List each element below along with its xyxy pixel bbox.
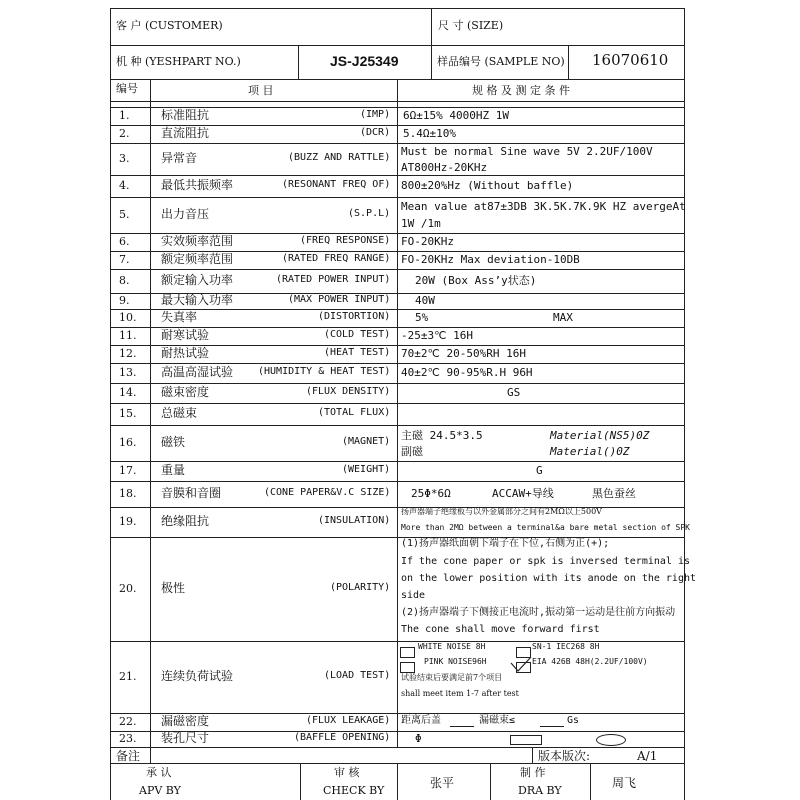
item-name-en: (BAFFLE OPENING) xyxy=(294,732,391,743)
rule xyxy=(490,763,491,800)
leakage-blank-1 xyxy=(450,726,474,727)
spec-value: AT800Hz-20KHz xyxy=(401,161,488,174)
rule xyxy=(431,8,432,79)
row-number: 22. xyxy=(119,715,137,728)
spec-value: If the cone paper or spk is inversed terminal is xyxy=(401,556,690,567)
spec-value: -25±3℃ 16H xyxy=(401,329,473,342)
spec-value: 70±2℃ 20-50%RH 16H xyxy=(401,347,526,360)
spec-value: G xyxy=(536,464,543,477)
item-name-en: (DISTORTION) xyxy=(318,311,391,322)
rule xyxy=(150,79,151,763)
item-name-en: (TOTAL FLUX) xyxy=(318,407,391,418)
rule xyxy=(568,45,569,79)
item-name-en: (WEIGHT) xyxy=(342,464,391,475)
apv-cn-label: 承 认 xyxy=(146,766,172,779)
rule xyxy=(110,269,685,270)
item-name-en: (IMP) xyxy=(360,109,391,120)
remark-label: 备注 xyxy=(116,749,141,763)
row-number: 9. xyxy=(119,294,130,307)
row-number: 14. xyxy=(119,386,137,399)
item-name-cn: 高温高湿试验 xyxy=(161,365,234,379)
item-name-en: (HUMIDITY & HEAT TEST) xyxy=(258,366,391,377)
spec-value: Material(NS5)0Z xyxy=(550,429,650,442)
baffle-oval-shape xyxy=(596,734,626,746)
spec-value: 黑色蚕丝 xyxy=(592,487,636,500)
rule xyxy=(110,461,685,462)
rule xyxy=(532,747,533,763)
spec-value: Must be normal Sine wave 5V 2.2UF/100V xyxy=(401,145,653,158)
size-label: 尺 寸 (SIZE) xyxy=(438,19,504,32)
item-name-en: (RATED POWER INPUT) xyxy=(276,274,391,285)
spec-value: 扬声器端子绝缘板与以外金属部分之间有2MΩ以上500V xyxy=(401,507,602,516)
dra-name: 周飞 xyxy=(612,776,637,790)
rule xyxy=(298,45,299,79)
item-name-en: (LOAD TEST) xyxy=(324,670,391,681)
apv-en-label: APV BY xyxy=(139,784,181,797)
spec-value: MAX xyxy=(553,311,573,324)
row-number: 23. xyxy=(119,732,137,745)
spec-value: 副磁 xyxy=(401,445,423,458)
rule xyxy=(110,481,685,482)
spec-value: Material()0Z xyxy=(550,445,630,458)
item-name-cn: 总磁束 xyxy=(161,406,198,420)
item-name-cn: 额定输入功率 xyxy=(161,273,234,287)
row-number: 11. xyxy=(119,329,137,342)
check-mark-icon xyxy=(509,655,533,673)
item-name-cn: 额定频率范围 xyxy=(161,252,234,266)
spec-value: (1)扬声器纸面朝下端子在下位,右侧为正(+); xyxy=(401,538,610,549)
spec-value: 40±2℃ 90-95%R.H 96H xyxy=(401,366,533,379)
spec-value: WHITE NOISE 8H xyxy=(418,642,486,651)
spec-value: Mean value at87±3DB 3K.5K.7K.9K HZ avergeAt xyxy=(401,200,686,213)
row-number: 10. xyxy=(119,311,137,324)
item-name-en: (RESONANT FREQ OF) xyxy=(282,179,391,190)
item-name-cn: 耐寒试验 xyxy=(161,328,210,342)
item-name-cn: 音膜和音圈 xyxy=(161,486,222,500)
item-name-en: (S.P.L) xyxy=(348,208,391,219)
item-name-cn: 最低共振频率 xyxy=(161,178,234,192)
spec-value: shall meet item 1-7 after test xyxy=(401,689,519,698)
version-label: 版本版次: xyxy=(538,749,591,763)
item-name-en: (FLUX DENSITY) xyxy=(306,386,391,397)
spec-value: 漏磁束≤ xyxy=(479,715,516,726)
spec-value: 20W (Box Ass’y状态) xyxy=(415,274,537,287)
checkbox-white-noise[interactable] xyxy=(400,647,415,658)
item-name-en: (CONE PAPER&V.C SIZE) xyxy=(264,487,391,498)
row-number: 2. xyxy=(119,127,130,140)
model-label: 机 种 (YESHPART NO.) xyxy=(116,55,241,68)
spec-value: EIA 426B 48H(2.2UF/100V) xyxy=(532,657,648,666)
rule xyxy=(110,175,685,176)
item-name-en: (MAGNET) xyxy=(342,436,391,447)
spec-value: FO-20KHz xyxy=(401,235,454,248)
spec-value: GS xyxy=(507,386,521,399)
col-spec-header: 规 格 及 测 定 条 件 xyxy=(472,84,570,97)
rule xyxy=(300,763,301,800)
rule xyxy=(397,79,398,747)
rule xyxy=(110,143,685,144)
item-name-cn: 标准阻抗 xyxy=(161,108,210,122)
spec-value: (2)扬声器端子下侧接正电流时,振动第一运动是往前方向振动 xyxy=(401,607,676,618)
row-number: 3. xyxy=(119,152,130,165)
sample-label: 样品编号 (SAMPLE NO) xyxy=(437,55,565,68)
item-name-en: (DCR) xyxy=(360,127,391,138)
spec-value: 6Ω±15% 4000HZ 1W xyxy=(403,109,509,122)
item-name-cn: 实效频率范围 xyxy=(161,234,234,248)
row-number: 7. xyxy=(119,253,130,266)
row-number: 21. xyxy=(119,670,137,683)
baffle-rect-shape xyxy=(510,735,542,745)
spec-value: ACCAW+导线 xyxy=(492,487,554,500)
checkbox-pink-noise[interactable] xyxy=(400,662,415,673)
spec-value: PINK NOISE96H xyxy=(424,657,487,666)
item-name-cn: 耐热试验 xyxy=(161,346,210,360)
row-number: 18. xyxy=(119,487,137,500)
item-name-cn: 磁束密度 xyxy=(161,385,210,399)
row-number: 1. xyxy=(119,109,130,122)
row-number: 20. xyxy=(119,582,137,595)
spec-value: Φ xyxy=(415,732,422,745)
check-cn-label: 审 核 xyxy=(334,766,360,779)
rule xyxy=(110,425,685,426)
item-name-cn: 磁铁 xyxy=(161,435,186,449)
item-name-cn: 出力音压 xyxy=(161,207,210,221)
spec-value: 主磁 24.5*3.5 xyxy=(401,429,483,442)
spec-value: 距离后盖 xyxy=(401,715,441,726)
item-name-cn: 极性 xyxy=(161,581,186,595)
item-name-en: (HEAT TEST) xyxy=(324,347,391,358)
model-value: JS-J25349 xyxy=(330,53,399,69)
version-value: A/1 xyxy=(637,749,658,763)
spec-value: side xyxy=(401,590,426,601)
rule xyxy=(110,197,685,198)
item-name-en: (POLARITY) xyxy=(330,582,391,593)
item-name-en: (BUZZ AND RATTLE) xyxy=(288,152,391,163)
item-name-cn: 装孔尺寸 xyxy=(161,731,210,745)
row-number: 4. xyxy=(119,179,130,192)
col-num-header: 编号 xyxy=(116,82,138,95)
rule xyxy=(590,763,591,800)
item-name-en: (INSULATION) xyxy=(318,515,391,526)
spec-value: on the lower position with its anode on the right xyxy=(401,573,697,584)
dra-cn-label: 制 作 xyxy=(520,766,546,779)
item-name-en: (RATED FREQ RANGE) xyxy=(282,253,391,264)
row-number: 19. xyxy=(119,515,137,528)
rule xyxy=(110,383,685,384)
dra-en-label: DRA BY xyxy=(518,784,562,797)
rule xyxy=(110,747,685,748)
check-en-label: CHECK BY xyxy=(323,784,385,797)
rule xyxy=(397,763,398,800)
item-name-en: (COLD TEST) xyxy=(324,329,391,340)
rule xyxy=(110,403,685,404)
spec-value: 40W xyxy=(415,294,435,307)
row-number: 6. xyxy=(119,235,130,248)
spec-value: FO-20KHz Max deviation-10DB xyxy=(401,253,580,266)
spec-value: 1W /1m xyxy=(401,217,441,230)
item-name-cn: 绝缘阻抗 xyxy=(161,514,210,528)
row-number: 16. xyxy=(119,436,137,449)
sample-value: 16070610 xyxy=(592,51,669,69)
item-name-cn: 直流阻抗 xyxy=(161,126,210,140)
spec-value: 800±20%Hz (Without baffle) xyxy=(401,179,574,192)
spec-value: The cone shall move forward first xyxy=(401,624,600,635)
check-name: 张平 xyxy=(430,776,455,790)
row-number: 12. xyxy=(119,347,137,360)
row-number: 8. xyxy=(119,274,130,287)
spec-value: 25Φ*6Ω xyxy=(411,487,451,500)
item-name-cn: 连续负荷试验 xyxy=(161,669,234,683)
item-name-en: (FLUX LEAKAGE) xyxy=(306,715,391,726)
row-number: 17. xyxy=(119,464,137,477)
rule xyxy=(110,45,685,46)
spec-value: 5% xyxy=(415,311,429,324)
row-number: 5. xyxy=(119,208,130,221)
leakage-blank-2 xyxy=(540,726,564,727)
item-name-cn: 异常音 xyxy=(161,151,198,165)
item-name-cn: 漏磁密度 xyxy=(161,714,210,728)
row-number: 13. xyxy=(119,366,137,379)
item-name-cn: 失真率 xyxy=(161,310,198,324)
spec-value: Gs xyxy=(567,715,580,726)
item-name-en: (FREQ RESPONSE) xyxy=(300,235,391,246)
col-item-header: 项 目 xyxy=(248,84,274,97)
spec-value: 试验结束后要满足前7个项目 xyxy=(401,673,503,682)
customer-label: 客 户 (CUSTOMER) xyxy=(116,19,223,32)
spec-value: 5.4Ω±10% xyxy=(403,127,456,140)
spec-value: More than 2MΩ between a terminal&a bare metal section of SPK xyxy=(401,523,690,532)
item-name-cn: 最大输入功率 xyxy=(161,293,234,307)
item-name-en: (MAX POWER INPUT) xyxy=(288,294,391,305)
row-number: 15. xyxy=(119,407,137,420)
spec-value: SN-1 IEC268 8H xyxy=(532,642,600,651)
item-name-cn: 重量 xyxy=(161,463,186,477)
rule xyxy=(110,363,685,364)
